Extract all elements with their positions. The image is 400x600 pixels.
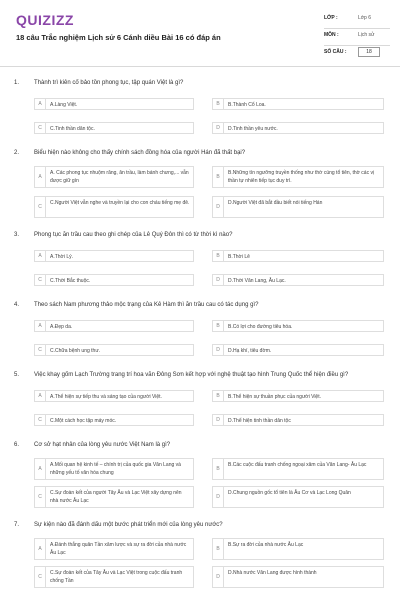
meta-subject-row (324, 29, 390, 46)
question-number: 4. (14, 302, 20, 308)
option-c[interactable] (34, 344, 194, 356)
option-d[interactable] (212, 344, 384, 356)
option-d[interactable] (212, 414, 384, 426)
option-b[interactable] (212, 458, 384, 480)
option-b[interactable] (212, 166, 384, 188)
meta-count-label: SỐ CÂU : (324, 49, 347, 55)
question-number: 1. (14, 80, 20, 86)
option-letter: A (35, 99, 46, 109)
option-text: D.Hạ khí, tiêu đờm. (228, 348, 272, 354)
question-number: 3. (14, 232, 20, 238)
option-letter: A (35, 167, 46, 187)
option-text: A. Các phong tục nhuộm răng, ăn trầu, làm bánh chưng,... vẫn được giữ gìn (50, 170, 189, 184)
option-b[interactable] (212, 320, 384, 332)
option-letter: D (213, 123, 224, 133)
option-text: C.Thời Bắc thuộc. (50, 278, 91, 284)
meta-subject-value: Lịch sử (358, 32, 375, 38)
option-letter: A (35, 539, 46, 559)
option-text: D.Người Việt đã bắt đầu biết nói tiếng Hán (228, 200, 323, 206)
option-b[interactable] (212, 98, 384, 110)
worksheet-meta (324, 12, 390, 62)
option-text: D.Nhà nước Văn Lang được hình thành (228, 570, 317, 576)
option-a[interactable] (34, 98, 194, 110)
option-text: D.Thể hiện tinh thần dân tộc (228, 418, 291, 424)
option-letter: A (35, 251, 46, 261)
option-letter: C (35, 487, 46, 507)
option-text: A.Đánh thắng quân Tần xâm lược và sự ra đời của nhà nước Âu Lạc (50, 542, 187, 556)
question-number: 7. (14, 522, 20, 528)
option-c[interactable] (34, 566, 194, 588)
option-letter: C (35, 197, 46, 217)
option-text: B.Có lợi cho đường tiêu hóa. (228, 324, 293, 330)
meta-count-row (324, 46, 390, 62)
option-a[interactable] (34, 250, 194, 262)
option-c[interactable] (34, 486, 194, 508)
option-text: D.Chung nguồn gốc tổ tiên là Âu Cơ và Lạc Long Quân (228, 490, 351, 496)
meta-subject-label: MÔN : (324, 32, 339, 38)
meta-class-label: LỚP : (324, 15, 338, 21)
option-letter: D (213, 197, 224, 217)
option-d[interactable] (212, 274, 384, 286)
option-a[interactable] (34, 166, 194, 188)
option-letter: D (213, 415, 224, 425)
option-letter: C (35, 415, 46, 425)
option-letter: A (35, 321, 46, 331)
option-letter: B (213, 321, 224, 331)
option-letter: B (213, 391, 224, 401)
option-b[interactable] (212, 538, 384, 560)
option-d[interactable] (212, 566, 384, 588)
option-text: A.Làng Việt. (50, 102, 78, 108)
option-letter: D (213, 275, 224, 285)
option-letter: C (35, 123, 46, 133)
option-letter: A (35, 391, 46, 401)
option-text: D.Thời Văn Lang, Âu Lạc. (228, 278, 286, 284)
option-text: C.Một cách học tập máy móc. (50, 418, 117, 424)
option-text: B.Các cuộc đấu tranh chống ngoại xâm của Văn Lang- Âu Lạc (228, 462, 367, 468)
meta-class-value: Lớp 6 (358, 15, 372, 21)
option-letter: B (213, 167, 224, 187)
question-text: Việc khay gốm Lạch Trường trang trí hoa văn Đông Sơn kết hợp với nghệ thuật tạo hình Trung Quốc thể hiện điều gì? (34, 372, 349, 378)
question-text: Phong tục ăn trầu cau theo ghi chép của Lê Quý Đôn thì có từ thời kì nào? (34, 232, 233, 238)
option-a[interactable] (34, 458, 194, 480)
quizizz-logo: QUIZIZZ (16, 12, 74, 28)
option-text: B.Những tín ngưỡng truyền thống như thờ cúng tổ tiên, thờ các vị thần tự nhiên tiếp tục duy trì. (228, 170, 375, 184)
worksheet-header (0, 0, 400, 67)
option-letter: C (35, 345, 46, 355)
option-letter: B (213, 539, 224, 559)
option-c[interactable] (34, 122, 194, 134)
option-c[interactable] (34, 414, 194, 426)
option-text: A.Thể hiện sự tiếp thu và sáng tạo của người Việt. (50, 394, 162, 400)
question-number: 5. (14, 372, 20, 378)
option-text: B.Thành Cổ Loa. (228, 102, 266, 108)
meta-count-box (358, 47, 380, 57)
option-letter: C (35, 567, 46, 587)
question-number: 2. (14, 150, 20, 156)
option-text: D.Tinh thần yêu nước. (228, 126, 278, 132)
worksheet-title: 18 câu Trắc nghiệm Lịch sử 6 Cánh diều Bài 16 có đáp án (16, 33, 221, 42)
option-c[interactable] (34, 196, 194, 218)
option-a[interactable] (34, 538, 194, 560)
option-text: C.Người Việt vẫn nghe và truyền lại cho con cháu tiếng mẹ đẻ. (50, 200, 190, 206)
question-text: Thành trì kiên cố bảo tồn phong tục, tập quán Việt là gì? (34, 80, 184, 86)
option-letter: D (213, 487, 224, 507)
option-text: C.Sự đoàn kết của Tây Âu và Lạc Việt trong cuộc đấu tranh chống Tần (50, 570, 183, 584)
option-d[interactable] (212, 196, 384, 218)
option-text: C.Sự đoàn kết của người Tây Âu và Lạc Việt xây dựng nên nhà nước Âu Lạc (50, 490, 182, 504)
option-d[interactable] (212, 122, 384, 134)
option-text: B.Sự ra đời của nhà nước Âu Lạc (228, 542, 304, 548)
option-text: B.Thể hiện sự thuần phục của người Việt. (228, 394, 321, 400)
option-text: A.Mối quan hệ kinh tế – chính trị của quốc gia Văn Lang và những yếu tố văn hóa chung (50, 462, 181, 476)
question-text: Cơ sở hạt nhân của lòng yêu nước Việt Nam là gì? (34, 442, 171, 448)
question-text: Sự kiện nào đã đánh dấu một bước phát triển mới của lòng yêu nước? (34, 522, 223, 528)
option-letter: C (35, 275, 46, 285)
option-letter: B (213, 251, 224, 261)
option-letter: B (213, 459, 224, 479)
option-a[interactable] (34, 320, 194, 332)
option-a[interactable] (34, 390, 194, 402)
option-text: C.Chữa bệnh ung thư. (50, 348, 101, 354)
question-text: Theo sách Nam phương thảo mộc trạng của Kê Hàm thì ăn trầu cau có tác dụng gì? (34, 302, 259, 308)
question-number: 6. (14, 442, 20, 448)
question-text: Biểu hiện nào không cho thấy chính sách đồng hóa của người Hán đã thất bại? (34, 150, 246, 156)
option-text: B.Thời Lê (228, 254, 250, 260)
option-b[interactable] (212, 390, 384, 402)
option-c[interactable] (34, 274, 194, 286)
option-letter: D (213, 345, 224, 355)
option-letter: A (35, 459, 46, 479)
option-text: A.Thời Lý. (50, 254, 74, 260)
meta-class-row (324, 12, 390, 29)
meta-count-value: 18 (366, 49, 372, 55)
option-d[interactable] (212, 486, 384, 508)
option-letter: B (213, 99, 224, 109)
option-text: C.Tinh thần dân tộc. (50, 126, 95, 132)
option-letter: D (213, 567, 224, 587)
option-text: A.Đẹp da. (50, 324, 73, 330)
option-b[interactable] (212, 250, 384, 262)
